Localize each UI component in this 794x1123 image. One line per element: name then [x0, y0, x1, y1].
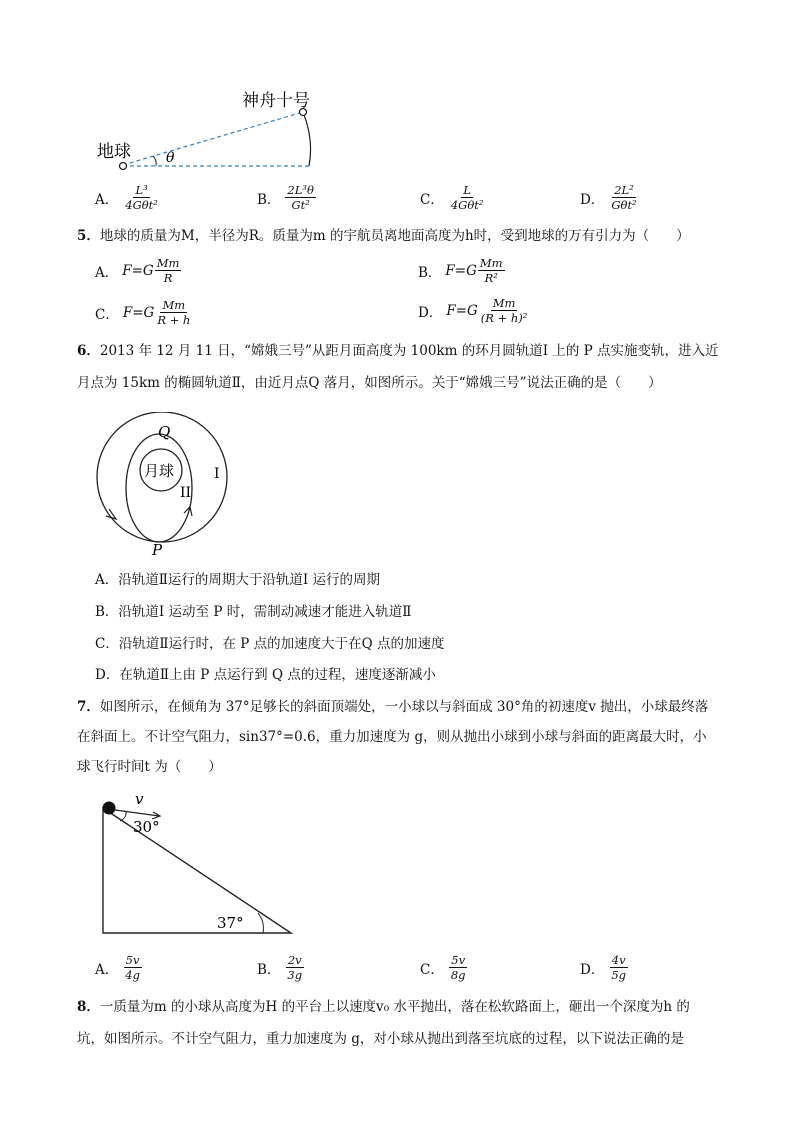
q6-option-b[interactable]: B．沿轨道I 运动至 P 时，需制动减速才能进入轨道Ⅱ [95, 604, 412, 620]
q7-stem-line1 [77, 697, 708, 717]
fraction [609, 183, 638, 212]
q7-option-b[interactable] [257, 953, 305, 982]
numerator: L [463, 183, 471, 197]
q4-option-d[interactable] [580, 183, 640, 212]
numerator: 5v [451, 953, 466, 967]
fraction [449, 183, 486, 212]
option-letter: C． [420, 191, 444, 208]
angle-30-label: 30° [133, 818, 160, 836]
fraction [285, 183, 316, 212]
q7-stem-line3: 球飞行时间t 为（ ） [77, 759, 222, 775]
option-letter: B． [418, 264, 442, 281]
question-text: 地球的质量为M，半径为R。质量为m 的宇航员离地面高度为h时，受到地球的万有引力为（ ） [99, 228, 690, 244]
numerator: 5v [125, 953, 140, 967]
denominator: R [163, 271, 173, 285]
option-letter: A． [95, 264, 119, 281]
p-point-label: P [152, 541, 163, 559]
fraction [478, 256, 505, 285]
denominator: 4g [125, 968, 140, 982]
earth-dot [120, 163, 127, 170]
shenzhou-label: 神舟十号 [242, 91, 310, 111]
option-letter: C． [95, 306, 119, 323]
option-letter: D． [418, 304, 443, 321]
q6-option-a[interactable]: A．沿轨道Ⅱ运行的周期大于沿轨道I 运行的周期 [95, 572, 381, 588]
numerator: 4v [611, 953, 626, 967]
q5-option-b[interactable] [418, 256, 506, 285]
option-letter: D． [580, 961, 605, 978]
q7-stem-line2: 在斜面上。不计空气阻力，sin37°=0.6，重力加速度为 g，则从抛出小球到小球与斜面的距离最大时，小 [77, 729, 707, 745]
q4-option-b[interactable] [257, 183, 317, 212]
v-label: v [135, 790, 144, 808]
denominator: 4Gθt² [125, 198, 158, 212]
option-letter: A． [95, 191, 119, 208]
fraction [123, 183, 160, 212]
formula-lhs: F=G [122, 262, 154, 279]
numerator: 2v [287, 953, 302, 967]
q4-option-a[interactable] [95, 183, 161, 212]
denominator: 5g [611, 968, 627, 982]
q4-option-c[interactable] [420, 183, 487, 212]
figure-incline [95, 788, 300, 938]
ball [103, 802, 116, 815]
option-letter: A． [95, 961, 119, 978]
q5-option-d[interactable] [418, 296, 530, 325]
q6-stem-line1 [77, 341, 719, 361]
question-text: 一质量为m 的小球从高度为H 的平台上以速度v₀ 水平抛出，落在松软路面上，砸出一个深度为h 的 [99, 999, 690, 1015]
q8-stem-line1 [77, 997, 690, 1017]
figure-moon-orbits [92, 412, 237, 560]
orbit-1-label: I [214, 466, 220, 482]
fraction [123, 953, 142, 982]
question-text: 2013 年 12 月 11 日，“嫦娥三号”从距月面高度为 100km 的环月圆轨道I 上的 P 点实施变轨，进入近 [99, 343, 719, 359]
q7-option-a[interactable] [95, 953, 143, 982]
theta-label: θ [166, 150, 175, 166]
dashed-line-to-shenzhou [123, 112, 303, 165]
question-number: 5． [77, 228, 100, 244]
fraction [479, 296, 530, 325]
fraction [449, 953, 468, 982]
option-letter: B． [257, 961, 281, 978]
question-number: 7． [77, 699, 100, 715]
option-letter: C． [420, 961, 444, 978]
angle-37-arc [258, 913, 263, 933]
angle-37-label: 37° [217, 914, 244, 932]
denominator: 3g [287, 968, 303, 982]
incline-triangle [103, 808, 291, 933]
numerator: Mm [156, 256, 180, 270]
q5-option-a[interactable] [95, 256, 182, 285]
denominator: R + h [157, 313, 191, 327]
numerator: Mm [479, 256, 503, 270]
formula-lhs: F=G [122, 304, 155, 321]
fraction [155, 298, 192, 327]
denominator: 4Gθt² [450, 198, 484, 212]
denominator: 8g [450, 968, 466, 982]
option-letter: D． [580, 191, 605, 208]
q6-option-d[interactable]: D．在轨道Ⅱ上由 P 点运行到 Q 点的过程，速度逐渐减小 [95, 667, 436, 683]
figure-earth-shenzhou [90, 85, 340, 180]
earth-label: 地球 [97, 142, 131, 162]
numerator: Mm [162, 298, 186, 312]
q5-stem [77, 226, 690, 246]
denominator: Gθt² [611, 198, 637, 212]
formula-lhs: F=G [446, 302, 478, 319]
numerator: 2L² [614, 183, 634, 197]
velocity-arrow [108, 809, 159, 816]
numerator: L³ [135, 183, 148, 197]
formula-lhs: F=G [445, 262, 477, 279]
fraction [155, 256, 182, 285]
q8-stem-line2: 坑，如图所示。不计空气阻力，重力加速度为 g，对小球从抛出到落至坑底的过程，以下说法正确的是 [77, 1031, 684, 1047]
moon-label: 月球 [144, 462, 175, 480]
question-number: 8． [77, 999, 100, 1015]
q7-option-d[interactable] [580, 953, 629, 982]
orbit-2-label: II [180, 485, 192, 501]
q6-option-c[interactable]: C．沿轨道Ⅱ运行时，在 P 点的加速度大于在Q 点的加速度 [95, 636, 445, 652]
question-text: 如图所示，在倾角为 37°足够长的斜面顶端处，一小球以与斜面成 30°角的初速度v 抛出，小球最终落 [99, 699, 709, 715]
denominator: (R + h)² [480, 311, 528, 325]
orbit-1-arrow [106, 509, 116, 519]
fraction [285, 953, 304, 982]
arc-orbit [303, 112, 311, 166]
q-point-label: Q [158, 423, 171, 441]
angle-arc [153, 156, 156, 166]
denominator: Gt² [291, 198, 310, 212]
denominator: R² [484, 271, 498, 285]
q5-option-c[interactable] [95, 298, 193, 327]
option-letter: B． [257, 191, 281, 208]
fraction [609, 953, 628, 982]
numerator: 2L³θ [287, 183, 314, 197]
q6-stem-line2: 月点为 15km 的椭圆轨道Ⅱ，由近月点Q 落月，如图所示。关于“嫦娥三号”说法正确的是（ ） [77, 375, 662, 391]
q7-option-c[interactable] [420, 953, 469, 982]
question-number: 6． [77, 343, 100, 359]
numerator: Mm [492, 296, 516, 310]
